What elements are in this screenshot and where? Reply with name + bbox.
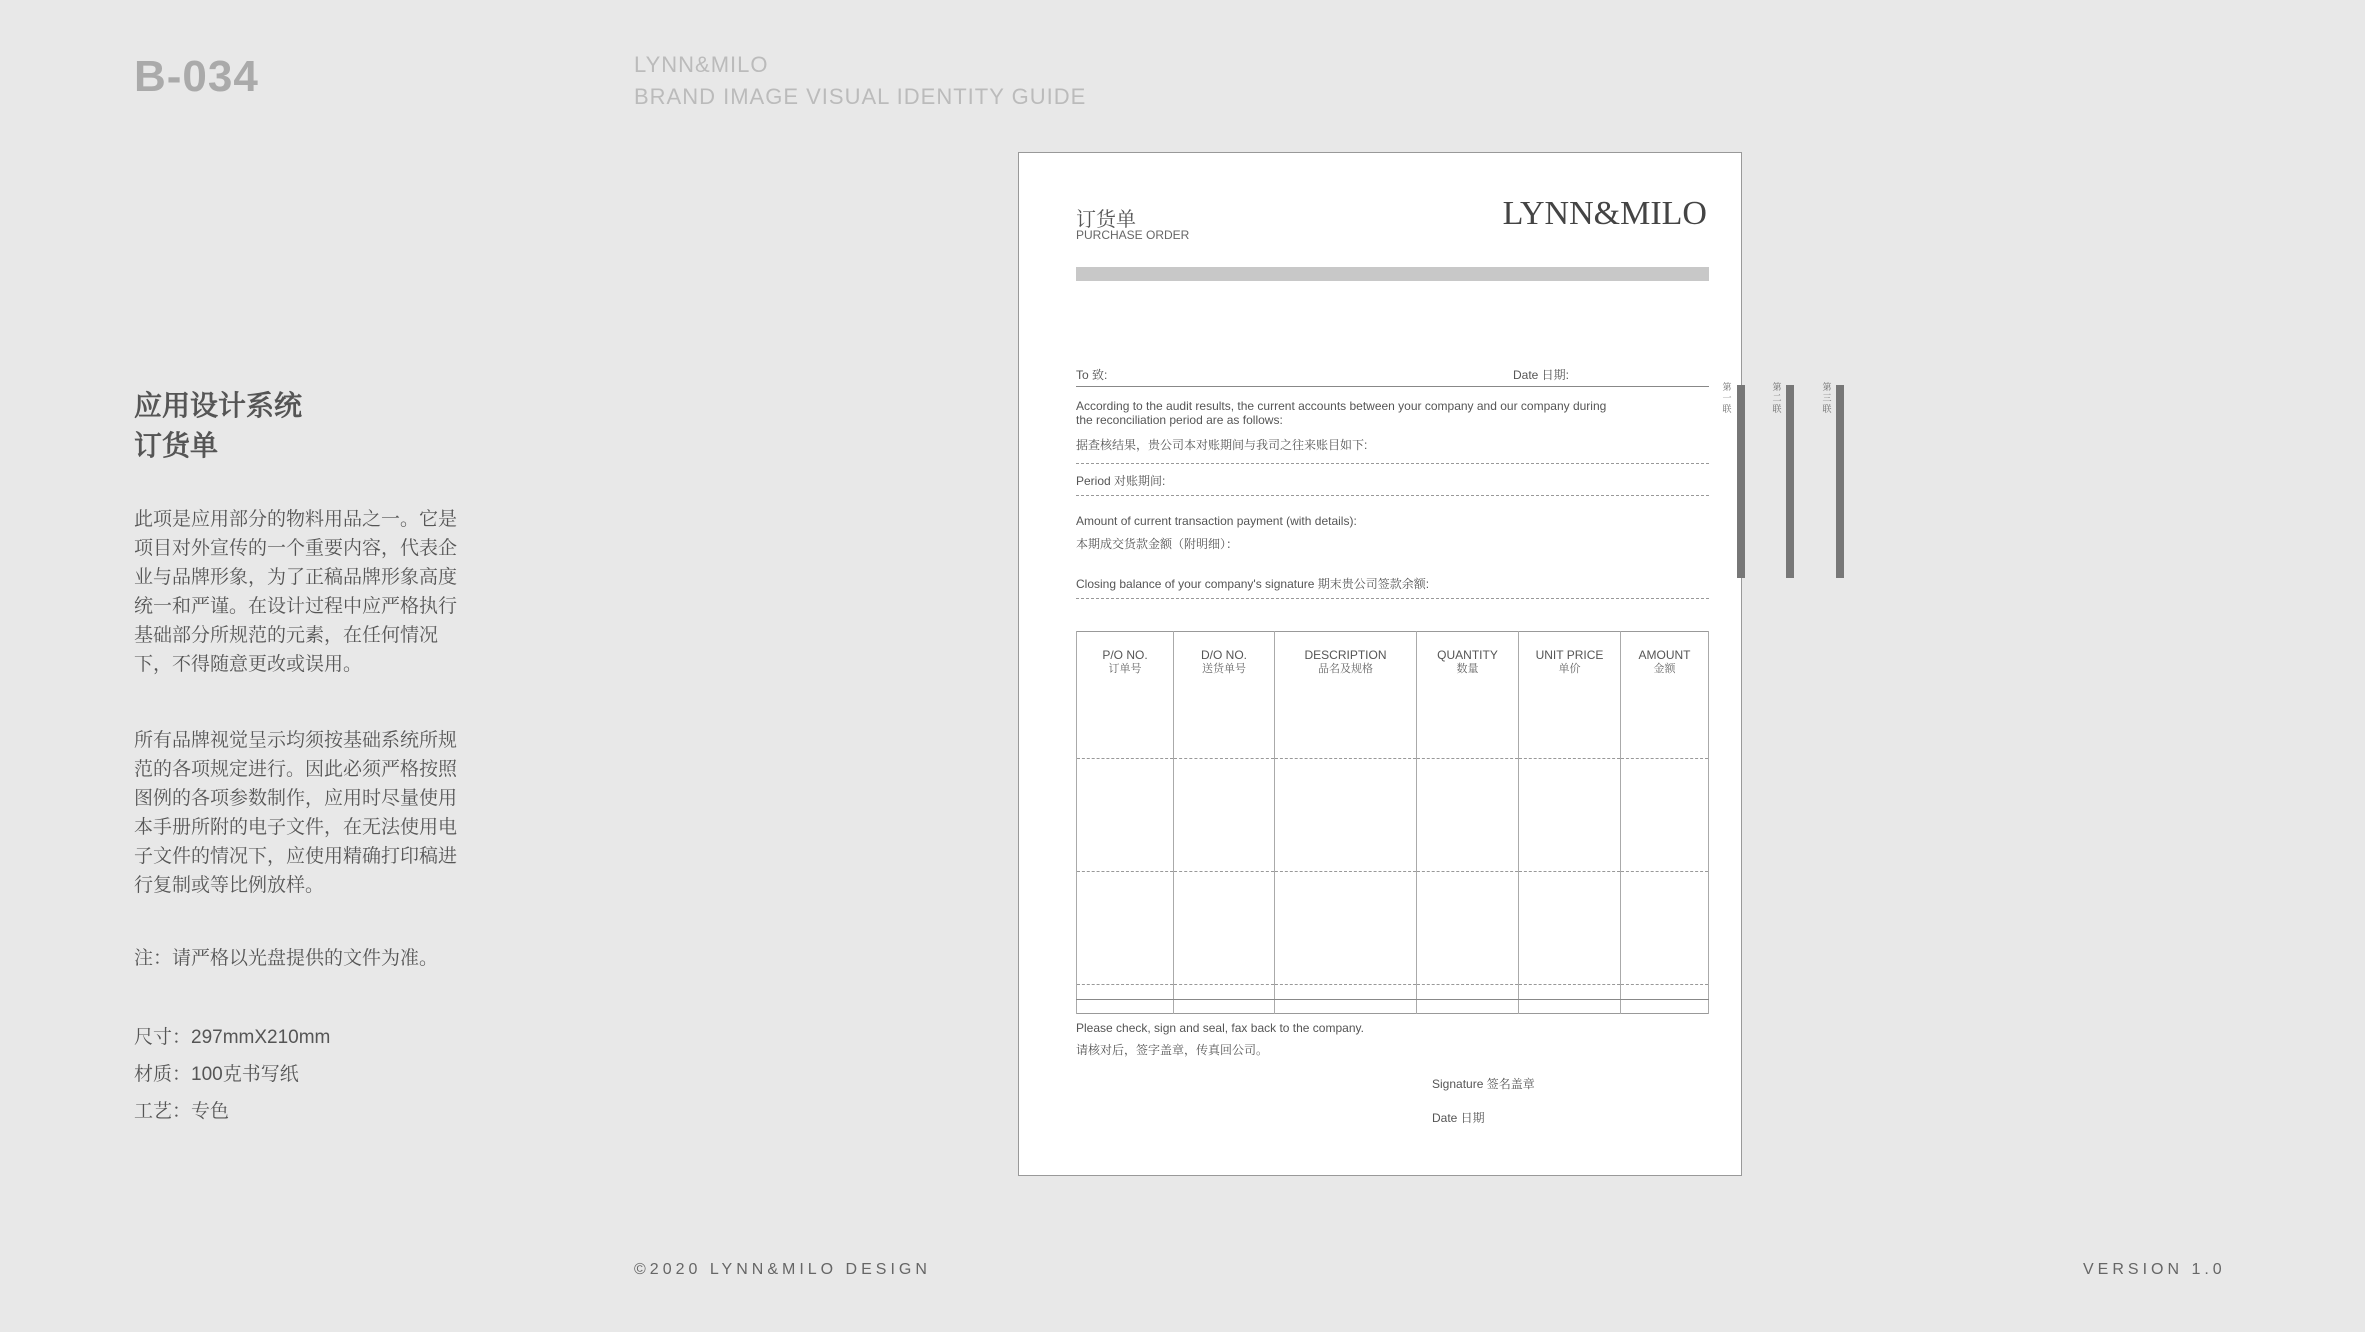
copy-label-2: 第二联: [1772, 382, 1782, 414]
sign-date-label: Date 日期: [1432, 1111, 1485, 1125]
date-label: Date 日期:: [1513, 368, 1570, 382]
description-paragraph-1: 此项是应用部分的物料用品之一。它是项目对外宣传的一个重要内容，代表企业与品牌形象，为了正稿品牌形象高度统一和严谨。在设计过程中应严格执行基础部分所规范的元素，在任何情况下，不得随意更改或误用。: [134, 509, 458, 675]
closing-balance-label: Closing balance of your company's signature 期末贵公司签款余额:: [1076, 577, 1430, 591]
header-bar: [1076, 267, 1709, 281]
spec-size: 尺寸：297mmX210mm: [134, 1027, 331, 1048]
order-table: [1076, 631, 1709, 1014]
table-row: [1077, 759, 1709, 872]
amount-label-zh: 本期成交货款金额（附明细）：: [1076, 537, 1239, 551]
copy-label-1: 第一联: [1722, 382, 1732, 414]
doc-title-zh: 订货单: [1076, 209, 1136, 231]
version-text: VERSION 1.0: [2083, 1261, 2226, 1278]
audit-line-1: According to the audit results, the current accounts between your company and our company during: [1076, 399, 1607, 413]
divider: [1076, 598, 1709, 599]
signature-label: Signature 签名盖章: [1432, 1077, 1535, 1091]
spec-material: 材质：100克书写纸: [134, 1064, 299, 1085]
copy-bar-2: [1786, 385, 1794, 578]
brand-name: LYNN&MILO: [634, 52, 769, 77]
col-quantity: QUANTITY 数量: [1417, 632, 1519, 759]
brand-logo: LYNN&MILO: [1502, 195, 1707, 232]
table-header-row: [1077, 632, 1709, 759]
copy-bar-1: [1737, 385, 1745, 578]
footer-note-zh: 请核对后，签字盖章，传真回公司。: [1076, 1043, 1269, 1057]
section-title-line1: 应用设计系统: [134, 390, 303, 421]
col-do-no: D/O NO. 送货单号: [1174, 632, 1275, 759]
section-title-line2: 订货单: [134, 430, 219, 461]
section-title: [134, 386, 302, 466]
period-label: Period 对账期间:: [1076, 474, 1166, 488]
col-po-no: P/O NO. 订单号: [1077, 632, 1174, 759]
copyright-text: ©2020 LYNN&MILO DESIGN: [634, 1261, 931, 1278]
divider: [1076, 463, 1709, 464]
spec-process: 工艺：专色: [134, 1101, 230, 1122]
audit-text-en: [1076, 399, 1606, 427]
to-label: To 致:: [1076, 368, 1108, 382]
footer-line: [1076, 999, 1709, 1000]
guide-title: BRAND IMAGE VISUAL IDENTITY GUIDE: [634, 84, 1087, 109]
copy-label-3: 第三联: [1822, 382, 1832, 414]
footer-note-en: Please check, sign and seal, fax back to the company.: [1076, 1021, 1364, 1035]
table-row: [1077, 872, 1709, 985]
note-text: 注：请严格以光盘提供的文件为准。: [134, 948, 439, 969]
to-line: [1076, 386, 1709, 387]
purchase-order-sheet: [1018, 152, 1742, 1176]
page-code: B-034: [134, 52, 259, 101]
col-amount: AMOUNT 金额: [1621, 632, 1709, 759]
amount-label-en: Amount of current transaction payment (with details):: [1076, 514, 1357, 528]
description-paragraph-2: 所有品牌视觉呈示均须按基础系统所规范的各项规定进行。因此必须严格按照图例的各项参数制作，应用时尽量使用本手册所附的电子文件，在无法使用电子文件的情况下，应使用精确打印稿进行复制或等比例放样。: [134, 730, 458, 896]
audit-line-2: the reconciliation period are as follows:: [1076, 413, 1283, 427]
copy-bar-3: [1836, 385, 1844, 578]
col-description: DESCRIPTION 品名及规格: [1275, 632, 1417, 759]
divider: [1076, 495, 1709, 496]
doc-title-en: PURCHASE ORDER: [1076, 228, 1190, 242]
col-unit-price: UNIT PRICE 单价: [1519, 632, 1621, 759]
audit-text-zh: 据查核结果，贵公司本对账期间与我司之往来账目如下:: [1076, 438, 1368, 452]
